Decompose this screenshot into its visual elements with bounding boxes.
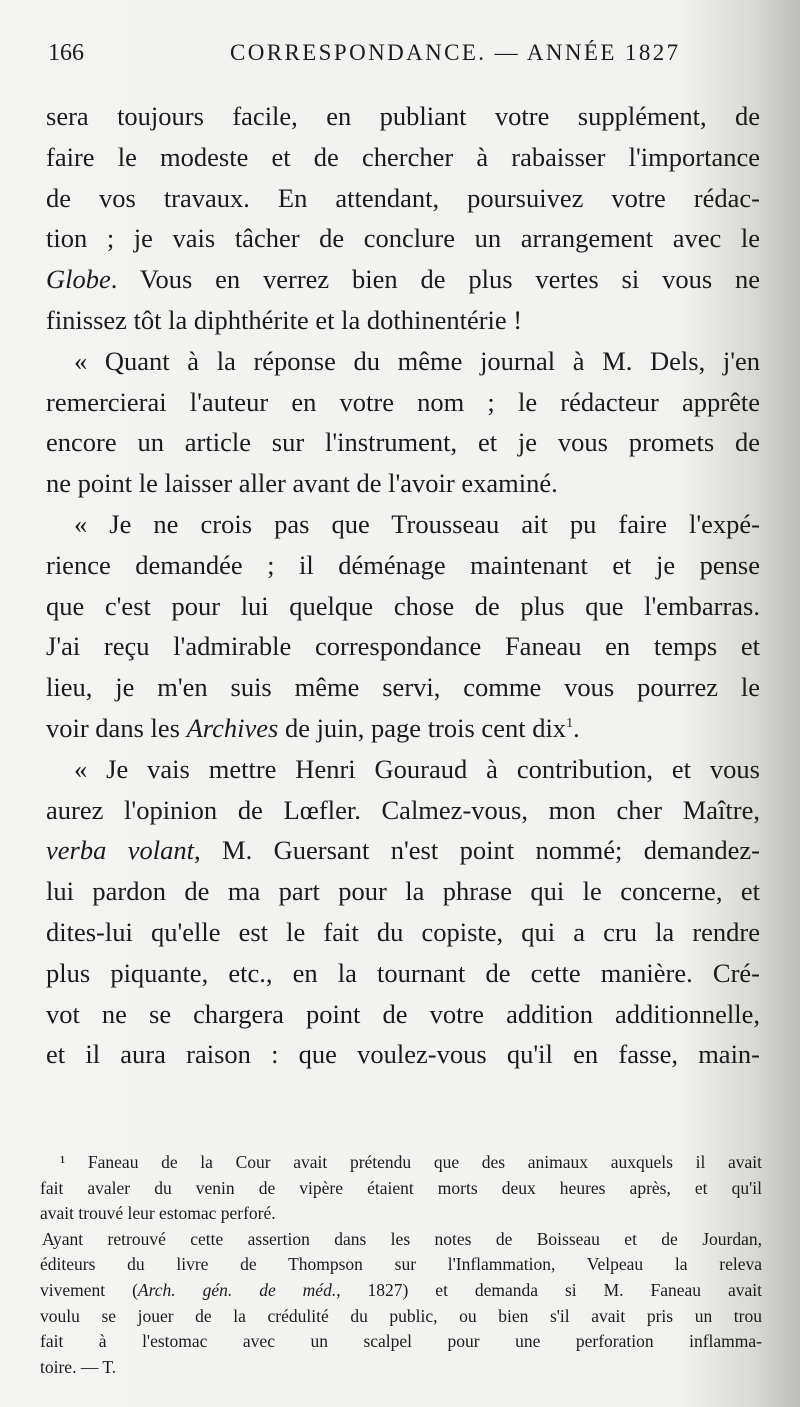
footnote-line: voulu se jouer de la crédulité du public, ou bien s'il avait pris un trou xyxy=(40,1305,762,1326)
body-line: sera toujours facile, en publiant votre supplément, de xyxy=(46,101,760,131)
body-line-text: , M. Guersant n'est point nommé; demandez- xyxy=(194,835,761,866)
footnote-line: fait avaler du venin de vipère étaient morts deux heures après, et qu'il xyxy=(40,1177,762,1198)
body-line: « Je vais mettre Henri Gouraud à contribution, et vous xyxy=(74,753,760,784)
journal-title: Arch. gén. de méd. xyxy=(137,1279,337,1300)
footnote-line xyxy=(40,1278,762,1304)
footnote-line: éditeurs du livre de Thompson sur l'Inflammation, Velpeau la releva xyxy=(40,1254,762,1275)
body-line: lui pardon de ma part pour la phrase qui le concerne, et xyxy=(46,876,760,907)
page-number: 166 xyxy=(48,40,84,66)
journal-title: Globe xyxy=(46,264,111,295)
body-line: tion ; je vais tâcher de conclure un arrangement avec le xyxy=(46,223,760,254)
body-line: remercierai l'auteur en votre nom ; le rédacteur apprête xyxy=(46,386,760,417)
body-line: rience demandée ; il déménage maintenant et je pense xyxy=(46,549,760,580)
body-text xyxy=(46,96,760,1075)
journal-title: Archives xyxy=(186,712,279,743)
body-line: de vos travaux. En attendant, poursuivez votre rédac- xyxy=(46,182,760,213)
footnote-line: Ayant retrouvé cette assertion dans les notes de Boisseau et de Jourdan, xyxy=(42,1228,762,1249)
footnote-line: avait trouvé leur estomac perforé. xyxy=(40,1203,276,1224)
body-line: lieu, je m'en suis même servi, comme vous pourrez le xyxy=(46,672,760,703)
body-line: faire le modeste et de chercher à rabaisser l'importance xyxy=(46,141,760,172)
body-line: aurez l'opinion de Lœfler. Calmez-vous, mon cher Maître, xyxy=(46,794,760,825)
footnote-text: vivement ( xyxy=(40,1279,138,1300)
body-line: plus piquante, etc., en la tournant de cette manière. Cré- xyxy=(46,957,760,988)
body-line: J'ai reçu l'admirable correspondance Faneau en temps et xyxy=(46,631,760,662)
body-line xyxy=(46,830,760,871)
footnote-ref: 1 xyxy=(566,716,574,732)
body-line: finissez tôt la diphthérite et la dothinentérie ! xyxy=(46,304,523,335)
body-line-text: . xyxy=(573,712,580,743)
body-line: « Je ne crois pas que Trousseau ait pu faire l'expé- xyxy=(74,508,760,539)
body-line: « Quant à la réponse du même journal à M. Dels, j'en xyxy=(74,345,760,376)
body-line: dites-lui qu'elle est le fait du copiste, qui a cru la rendre xyxy=(46,916,760,947)
body-line: vot ne se chargera point de votre addition additionnelle, xyxy=(46,998,760,1029)
latin-phrase: verba volant xyxy=(46,835,194,866)
body-line: encore un article sur l'instrument, et je vous promets de xyxy=(46,427,760,458)
body-line-text: voir dans les xyxy=(46,712,187,743)
body-line: que c'est pour lui quelque chose de plus que l'embarras. xyxy=(46,590,760,621)
footnote-line: toire. — T. xyxy=(40,1356,117,1377)
page-header xyxy=(40,40,760,70)
body-line xyxy=(46,708,760,749)
body-line xyxy=(46,259,760,300)
running-head: CORRESPONDANCE. — ANNÉE 1827 xyxy=(230,40,681,65)
footnotes xyxy=(40,1150,762,1380)
body-line: ne point le laisser aller avant de l'avoir examiné. xyxy=(46,468,558,499)
body-line-text: . Vous en verrez bien de plus vertes si vous ne xyxy=(110,264,760,295)
body-line: et il aura raison : que voulez-vous qu'il en fasse, main- xyxy=(46,1039,760,1070)
footnote-line: fait à l'estomac avec un scalpel pour une perforation inflamma- xyxy=(40,1331,762,1352)
footnote-line: ¹ Faneau de la Cour avait prétendu que des animaux auxquels il avait xyxy=(60,1152,762,1172)
footnote-text: , 1827) et demanda si M. Faneau avait xyxy=(336,1279,763,1300)
body-line-text: de juin, page trois cent dix xyxy=(278,712,567,743)
